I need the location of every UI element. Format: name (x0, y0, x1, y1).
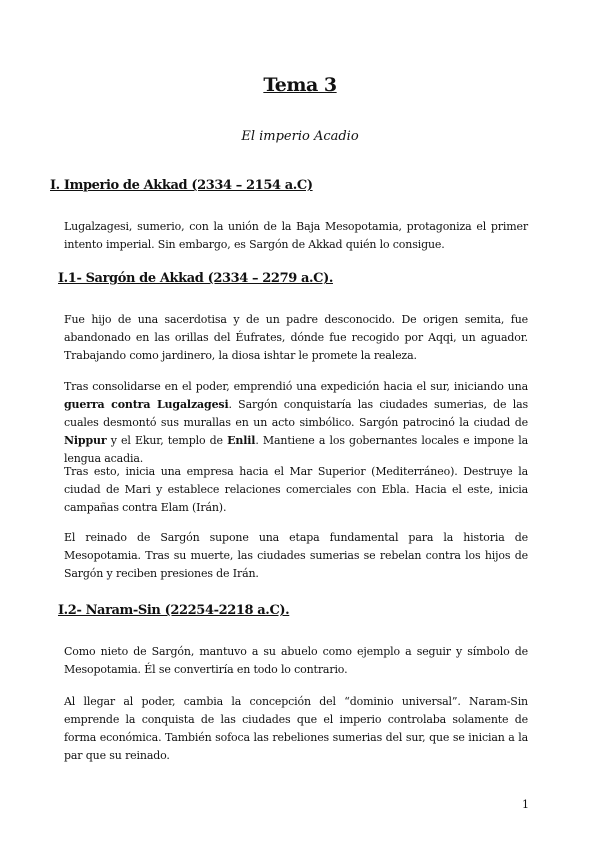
paragraph-mar-superior: Tras esto, inicia una empresa hacia el Mar Superior (Mediterráneo). Destruye la ciudad de Mari y establece relaciones comerciales con Ebla. Hacia el este, inicia campañas contra Elam (Irán). (64, 465, 528, 514)
paragraph-sargon-origin: Fue hijo de una sacerdotisa y de un padre desconocido. De origen semita, fue abandonado en las orillas del Éufrates, dónde fue recogido por Aqqi, un aguador. Trabajando como jardinero, la diosa ishtar le promete la realeza. (64, 313, 528, 362)
section-heading-sargon: I.1- Sargón de Akkad (2334 – 2279 a.C). (58, 271, 333, 286)
page-subtitle: El imperio Acadio (241, 129, 359, 144)
bold-nippur: Nippur (64, 434, 107, 447)
paragraph-sargon-conquest (64, 378, 528, 468)
section-heading-imperio-akkad: I. Imperio de Akkad (2334 – 2154 a.C) (50, 178, 313, 193)
page-number: 1 (522, 798, 529, 811)
page-title: Tema 3 (263, 74, 337, 96)
paragraph-lugalzagesi: Lugalzagesi, sumerio, con la unión de la Baja Mesopotamia, protagoniza el primer intento imperial. Sin embargo, es Sargón de Akkad quién lo consigue. (64, 220, 528, 251)
section-heading-naram-sin: I.2- Naram-Sin (22254-2218 a.C). (58, 603, 290, 618)
paragraph-reinado-sargon: El reinado de Sargón supone una etapa fundamental para la historia de Mesopotamia. Tras su muerte, las ciudades sumerias se rebelan contra los hijos de Sargón y reciben presiones de Irán. (64, 531, 528, 580)
paragraph-nieto-sargon: Como nieto de Sargón, mantuvo a su abuelo como ejemplo a seguir y símbolo de Mesopotamia. Él se convertiría en todo lo contrario. (64, 645, 528, 676)
text-fragment: y el Ekur, templo de (106, 434, 228, 447)
bold-enlil: Enlil (227, 434, 256, 447)
text-fragment: . Sargón conquistaría las ciudades sumerias, de las cuales desmontó sus murallas en un acto simbólico. Sargón patrocinó la ciudad de (64, 398, 528, 429)
bold-guerra-lugalzagesi: guerra contra Lugalzagesi (64, 398, 229, 411)
text-fragment: Tras consolidarse en el poder, emprendió una expedición hacia el sur, iniciando una (64, 380, 528, 393)
paragraph-dominio-universal: Al llegar al poder, cambia la concepción del “dominio universal”. Naram-Sin emprende la conquista de las ciudades que el imperio controlaba solamente de forma económica. También sofoca las rebeliones sumerias del sur, que se inician a la par que su reinado. (64, 695, 528, 762)
text-fragment: . Mantiene a los gobernantes locales e impone la lengua acadia. (64, 434, 529, 465)
